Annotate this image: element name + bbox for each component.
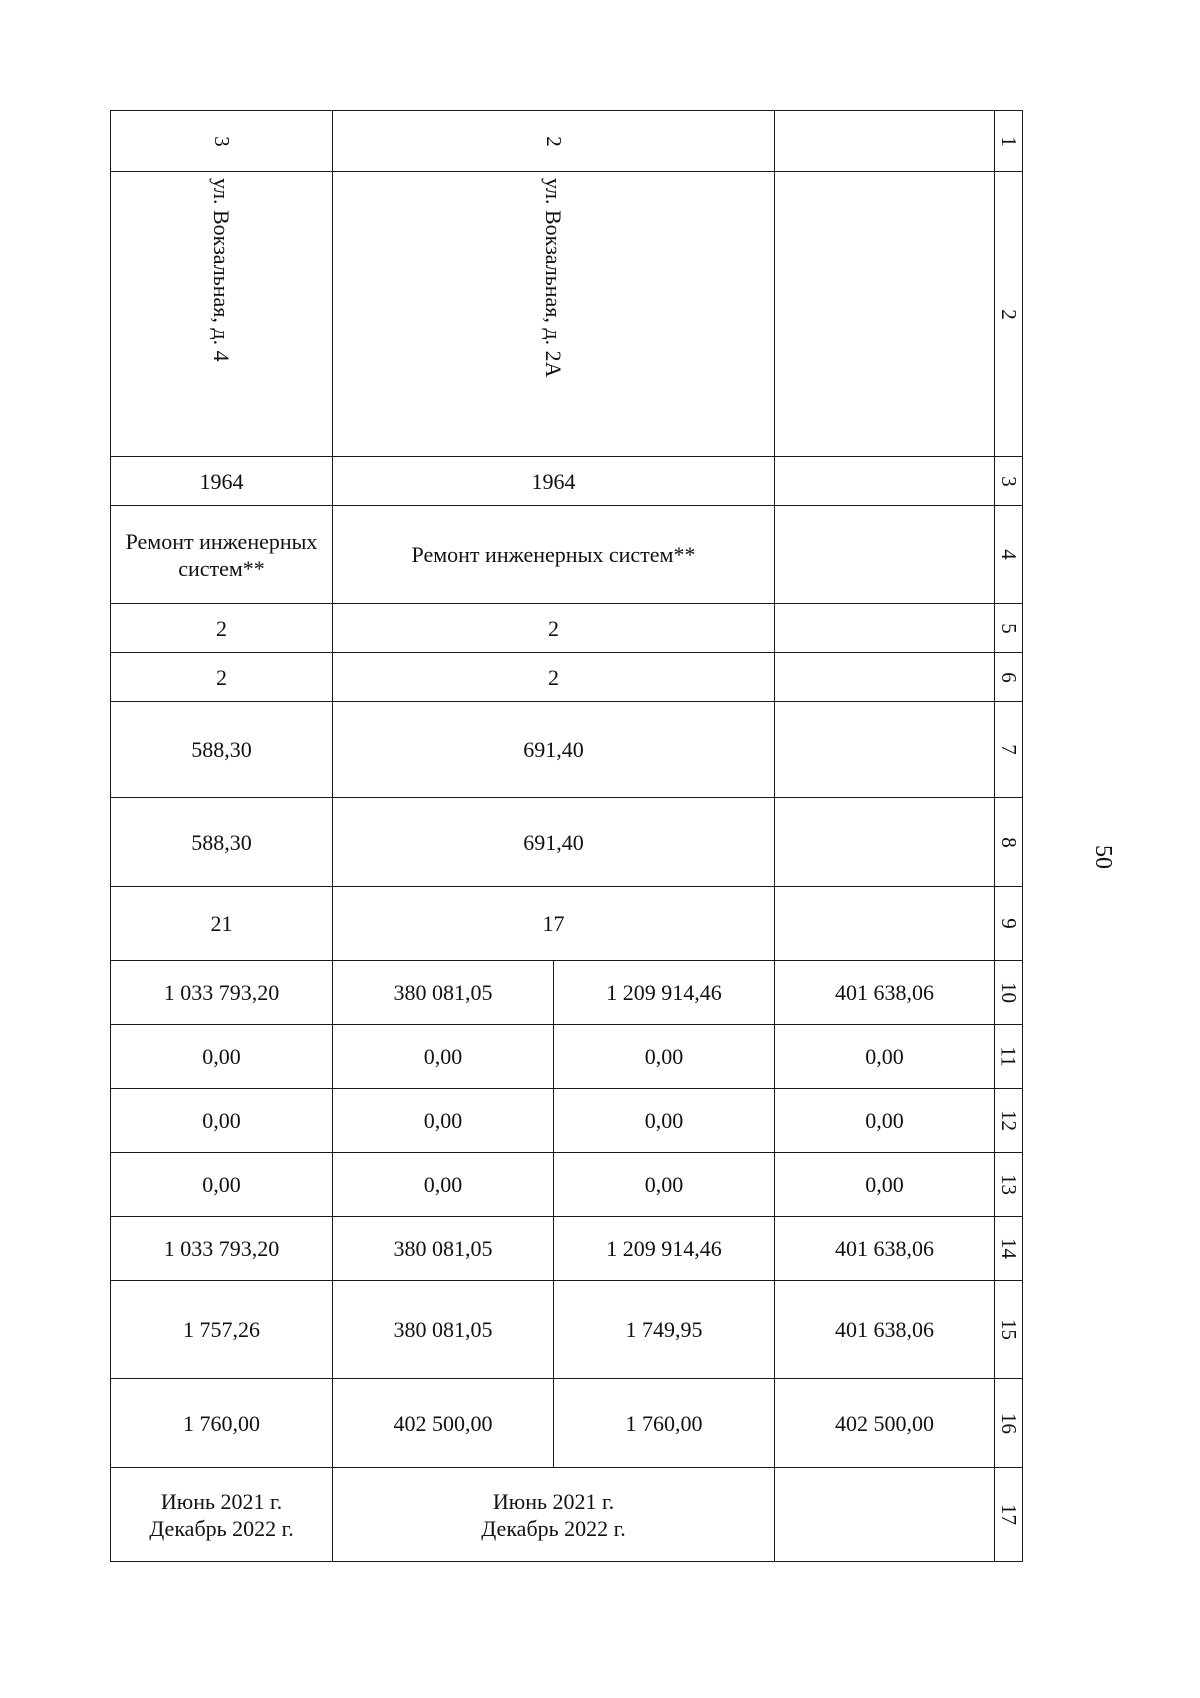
cell-row-c-col10: 401 638,06 [775,961,995,1025]
cell-row-b-col16-b: 1 760,00 [554,1379,775,1468]
cell-row-c-col9 [775,887,995,961]
cell-row-a-year: 1964 [111,457,333,506]
table-row [111,887,1023,961]
cell-row-c-year [775,457,995,506]
cell-row-c-period [775,1468,995,1562]
cell-row-b-col12-b: 0,00 [554,1089,775,1153]
cell-row-a-col16: 1 760,00 [111,1379,333,1468]
column-number-13: 13 [995,1153,1023,1217]
cell-row-a-col14: 1 033 793,20 [111,1217,333,1281]
cell-row-a-col15: 1 757,26 [111,1281,333,1379]
cell-row-b-work-type: Ремонт инженерных систем** [333,506,775,604]
table-row [111,1025,1023,1089]
cell-row-b-period: Июнь 2021 г. Декабрь 2022 г. [333,1468,775,1562]
cell-row-b-col16-a: 402 500,00 [333,1379,554,1468]
cell-row-b-col15-b: 1 749,95 [554,1281,775,1379]
cell-row-b-col12-a: 0,00 [333,1089,554,1153]
cell-row-b-col11-a: 0,00 [333,1025,554,1089]
cell-row-b-col10-b: 1 209 914,46 [554,961,775,1025]
table-row [111,798,1023,887]
cell-row-c-col15: 401 638,06 [775,1281,995,1379]
table-row [111,457,1023,506]
cell-row-c-col12: 0,00 [775,1089,995,1153]
cell-row-b-col5: 2 [333,604,775,653]
cell-row-a-work-type: Ремонт инженерных систем** [111,506,333,604]
cell-row-a-col7: 588,30 [111,702,333,798]
table-row [111,1281,1023,1379]
cell-row-b-col13-a: 0,00 [333,1153,554,1217]
column-number-2: 2 [995,172,1023,457]
table-row [111,111,1023,172]
cell-row-a-number: 3 [111,111,333,172]
cell-row-a-address: ул. Вокзальная, д. 4 [111,172,333,457]
cell-row-b-col13-b: 0,00 [554,1153,775,1217]
column-number-3: 3 [995,457,1023,506]
cell-row-a-col11: 0,00 [111,1025,333,1089]
cell-row-b-col15-a: 380 081,05 [333,1281,554,1379]
cell-row-c-col5 [775,604,995,653]
column-number-14: 14 [995,1217,1023,1281]
cell-row-c-address [775,172,995,457]
table-row [111,1468,1023,1562]
cell-row-c-work-type [775,506,995,604]
table-row [111,604,1023,653]
cell-row-a-col12: 0,00 [111,1089,333,1153]
table-row [111,1379,1023,1468]
column-number-17: 17 [995,1468,1023,1562]
cell-row-a-col13: 0,00 [111,1153,333,1217]
cell-row-b-col7: 691,40 [333,702,775,798]
page-number: 50 [1090,845,1117,869]
column-number-10: 10 [995,961,1023,1025]
cell-row-b-year: 1964 [333,457,775,506]
table-row [111,961,1023,1025]
cell-row-c-col6 [775,653,995,702]
table-row [111,702,1023,798]
cell-row-a-col8: 588,30 [111,798,333,887]
cell-row-b-col14-a: 380 081,05 [333,1217,554,1281]
column-number-16: 16 [995,1379,1023,1468]
table-row [111,653,1023,702]
cell-row-b-col11-b: 0,00 [554,1025,775,1089]
cell-row-b-col14-b: 1 209 914,46 [554,1217,775,1281]
cell-row-a-col5: 2 [111,604,333,653]
table-row [111,1217,1023,1281]
table-row [111,506,1023,604]
rotated-data-table [110,110,1023,1562]
column-number-4: 4 [995,506,1023,604]
cell-row-a-col10: 1 033 793,20 [111,961,333,1025]
cell-row-b-col8: 691,40 [333,798,775,887]
cell-row-b-number: 2 [333,111,775,172]
cell-row-b-col6: 2 [333,653,775,702]
cell-row-c-col16: 402 500,00 [775,1379,995,1468]
column-number-12: 12 [995,1089,1023,1153]
cell-row-b-col9: 17 [333,887,775,961]
cell-row-c-col8 [775,798,995,887]
table-row [111,1153,1023,1217]
cell-row-b-col10-a: 380 081,05 [333,961,554,1025]
cell-row-a-period: Июнь 2021 г. Декабрь 2022 г. [111,1468,333,1562]
table-row [111,1089,1023,1153]
column-number-8: 8 [995,798,1023,887]
cell-row-b-address: ул. Вокзальная, д. 2А [333,172,775,457]
column-number-6: 6 [995,653,1023,702]
column-number-9: 9 [995,887,1023,961]
column-number-11: 11 [995,1025,1023,1089]
cell-row-c-col7 [775,702,995,798]
table-row [111,172,1023,457]
column-number-15: 15 [995,1281,1023,1379]
column-number-1: 1 [995,111,1023,172]
cell-row-c-number [775,111,995,172]
cell-row-a-col6: 2 [111,653,333,702]
cell-row-c-col11: 0,00 [775,1025,995,1089]
cell-row-c-col13: 0,00 [775,1153,995,1217]
cell-row-c-col14: 401 638,06 [775,1217,995,1281]
cell-row-a-col9: 21 [111,887,333,961]
column-number-5: 5 [995,604,1023,653]
column-number-7: 7 [995,702,1023,798]
